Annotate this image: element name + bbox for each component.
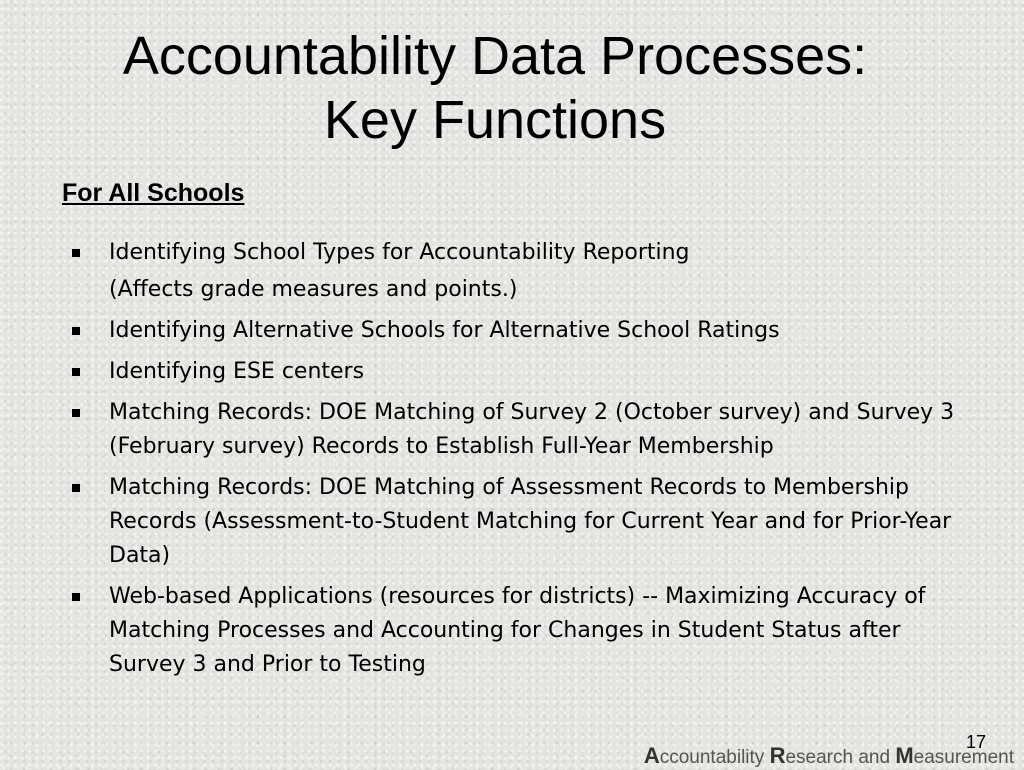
slide-title-line-1: Accountability Data Processes:: [122, 26, 868, 86]
bullet-text: Matching Records: DOE Matching of Assessment Records to Membership Records (Assessment-to-Student Matching for Current Year and for Prior-Year Data): [109, 475, 952, 568]
square-bullet-icon: [72, 327, 80, 335]
square-bullet-icon: [72, 484, 80, 492]
bullet-text: (Affects grade measures and points.): [109, 277, 518, 302]
square-bullet-icon: [72, 249, 80, 257]
square-bullet-icon: [72, 409, 80, 417]
bullet-item: [70, 580, 980, 682]
square-bullet-icon: [72, 593, 80, 601]
slide-title: [0, 24, 990, 152]
page-number: 17: [966, 732, 987, 752]
bullet-item: [70, 396, 980, 464]
square-bullet-icon: [72, 368, 80, 376]
slide-title-line-2: Key Functions: [323, 90, 667, 150]
bullet-item: [70, 471, 980, 573]
logo-letter-a: A: [643, 743, 660, 768]
bullet-text: Identifying Alternative Schools for Alternative School Ratings: [109, 318, 780, 343]
logo-text-m: easurement: [913, 747, 1014, 768]
bullet-item: [70, 236, 980, 270]
logo-letter-r: R: [769, 743, 786, 768]
bullet-list: [70, 236, 980, 689]
section-heading: For All Schools: [62, 179, 245, 207]
bullet-item: [70, 355, 980, 389]
bullet-text: Matching Records: DOE Matching of Survey 2 (October survey) and Survey 3 (February survey) Records to Establish Full-Year Membership: [109, 400, 955, 459]
bullet-item: [70, 314, 980, 348]
logo-text-a: ccountability: [659, 747, 770, 768]
bullet-subtext: [70, 273, 980, 307]
logo-letter-m: M: [895, 743, 914, 768]
footer-logo: [644, 744, 1014, 770]
bullet-text: Identifying School Types for Accountability Reporting: [109, 240, 690, 265]
bullet-text: Identifying ESE centers: [109, 359, 365, 384]
bullet-text: Web-based Applications (resources for districts) -- Maximizing Accuracy of Matching Processes and Accounting for Changes in Student Status after Survey 3 and Prior to Testing: [109, 584, 926, 677]
logo-text-r: esearch and: [785, 747, 896, 768]
